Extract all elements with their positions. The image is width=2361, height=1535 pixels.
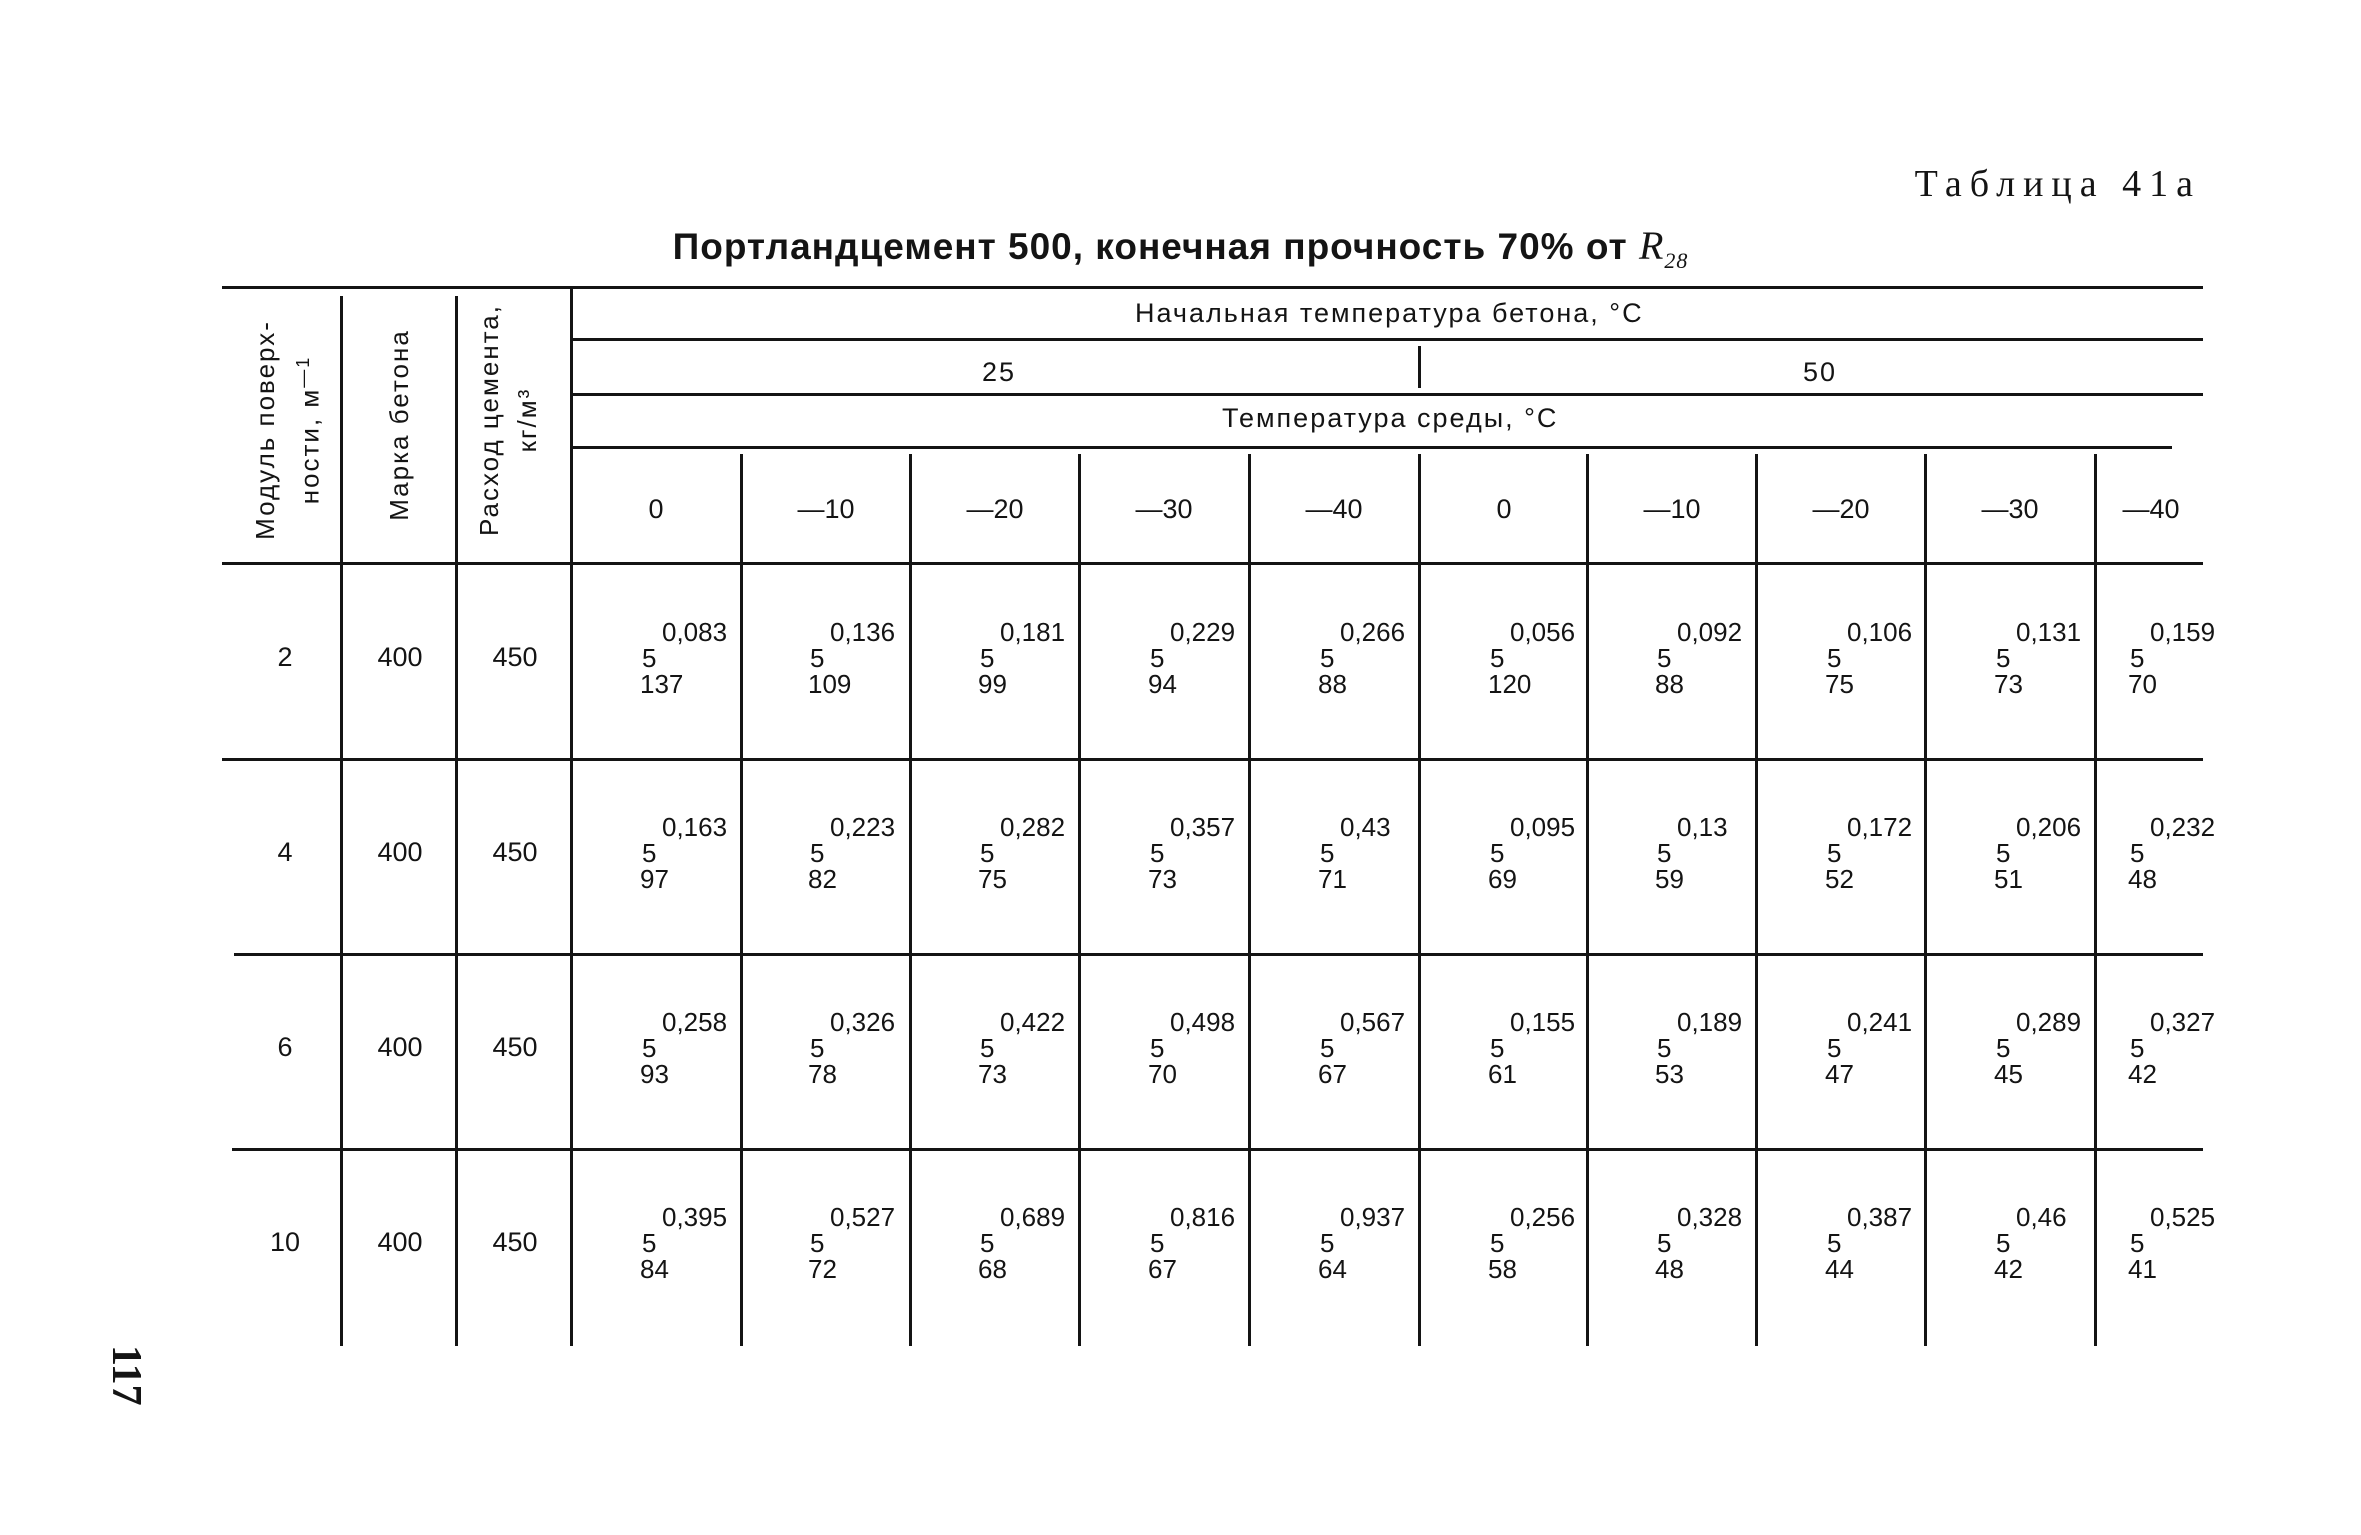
cell-value: 0,46 (2016, 1202, 2067, 1232)
cell-grade: 400 (377, 837, 423, 867)
cell-value: 0,266 (1340, 617, 1406, 647)
cell-value: 0,131 (2016, 617, 2082, 647)
table-cell (1655, 619, 1742, 697)
rule-top (222, 286, 2203, 289)
vrule-c7 (1755, 454, 1758, 1346)
table-cell (808, 1204, 895, 1282)
col-header-ambient: —10 (1643, 494, 1701, 524)
table-cell (1148, 1009, 1235, 1087)
rule-row-2 (234, 953, 2203, 956)
table-cell (640, 814, 727, 892)
table-cell (1994, 1009, 2081, 1087)
cell-grade: 400 (377, 642, 423, 672)
header-initial-temp: Начальная температура бетона, °С (1135, 298, 1644, 328)
cell-factor: 5 (1150, 1033, 1165, 1063)
table-cell (1488, 1009, 1575, 1087)
cell-modulus: 10 (269, 1227, 301, 1257)
cell-duration: 68 (978, 1254, 1007, 1284)
cell-duration: 45 (1994, 1059, 2023, 1089)
cell-value: 0,327 (2150, 1007, 2216, 1037)
table-cell (2128, 814, 2215, 892)
table-cell (1825, 619, 1912, 697)
cell-duration: 73 (978, 1059, 1007, 1089)
cell-duration: 67 (1318, 1059, 1347, 1089)
vrule-3 (570, 288, 573, 1346)
cell-value: 0,816 (1170, 1202, 1236, 1232)
table-cell (1994, 619, 2081, 697)
rule-groups (572, 393, 2203, 396)
cell-factor: 5 (1490, 1033, 1505, 1063)
cell-duration: 42 (2128, 1059, 2157, 1089)
cell-factor: 5 (1150, 838, 1165, 868)
table-cell (640, 1009, 727, 1087)
cell-factor: 5 (1827, 643, 1842, 673)
table-cell (1994, 814, 2081, 892)
table-cell (1488, 619, 1575, 697)
cell-value: 0,258 (662, 1007, 728, 1037)
cell-duration: 44 (1825, 1254, 1854, 1284)
table-cell (1994, 1204, 2067, 1282)
cell-duration: 51 (1994, 864, 2023, 894)
cell-factor: 5 (1996, 838, 2011, 868)
cell-duration: 84 (640, 1254, 669, 1284)
table-cell (1655, 1204, 1742, 1282)
vrule-c3 (1078, 454, 1081, 1346)
cell-factor: 5 (1996, 643, 2011, 673)
cell-value: 0,387 (1847, 1202, 1913, 1232)
table-cell (1655, 814, 1728, 892)
vrule-c1 (740, 454, 743, 1346)
cell-value: 0,326 (830, 1007, 896, 1037)
cell-duration: 99 (978, 669, 1007, 699)
page-number: 117 (103, 1345, 149, 1406)
cell-factor: 5 (810, 838, 825, 868)
header-grade: Марка бетона (384, 329, 414, 521)
cell-factor: 5 (1996, 1033, 2011, 1063)
vrule-c9 (2094, 454, 2097, 1346)
table-cell (1825, 814, 1912, 892)
cell-value: 0,937 (1340, 1202, 1406, 1232)
cell-factor: 5 (642, 643, 657, 673)
cell-value: 0,189 (1677, 1007, 1743, 1037)
cell-factor: 5 (1150, 1228, 1165, 1258)
cell-duration: 75 (1825, 669, 1854, 699)
cell-grade: 400 (377, 1032, 423, 1062)
cell-duration: 72 (808, 1254, 837, 1284)
cell-value: 0,229 (1170, 617, 1236, 647)
table-cell (1318, 1204, 1405, 1282)
cell-factor: 5 (2130, 1228, 2145, 1258)
table-cell (1825, 1204, 1912, 1282)
cell-value: 0,357 (1170, 812, 1236, 842)
cell-value: 0,056 (1510, 617, 1576, 647)
cell-value: 0,083 (662, 617, 728, 647)
cell-duration: 48 (1655, 1254, 1684, 1284)
table-cell (640, 619, 727, 697)
rule-row-3 (232, 1148, 2203, 1151)
title-symbol: $R_{28}$ (1638, 223, 1689, 273)
cell-factor: 5 (1490, 643, 1505, 673)
table-cell (2128, 1204, 2215, 1282)
rule-ambient (572, 446, 2172, 449)
cell-factor: 5 (1657, 1033, 1672, 1063)
col-header-ambient: —30 (1981, 494, 2039, 524)
table-cell (808, 619, 895, 697)
vrule-c2 (909, 454, 912, 1346)
cell-factor: 5 (1150, 643, 1165, 673)
cell-grade: 400 (377, 1227, 423, 1257)
cell-factor: 5 (642, 1228, 657, 1258)
table-cell (640, 1204, 727, 1282)
table-cell (1318, 1009, 1405, 1087)
cell-factor: 5 (1320, 643, 1335, 673)
cell-value: 0,527 (830, 1202, 896, 1232)
cell-factor: 5 (810, 1033, 825, 1063)
cell-factor: 5 (1657, 1228, 1672, 1258)
cell-factor: 5 (980, 838, 995, 868)
cell-value: 0,422 (1000, 1007, 1066, 1037)
cell-factor: 5 (1827, 1228, 1842, 1258)
rule-initial-temp (572, 338, 2203, 341)
cell-factor: 5 (810, 1228, 825, 1258)
cell-duration: 71 (1318, 864, 1347, 894)
cell-factor: 5 (1827, 838, 1842, 868)
table-cell (978, 1204, 1065, 1282)
table-cell (1148, 619, 1235, 697)
col-header-ambient: —40 (1305, 494, 1363, 524)
vrule-1 (340, 296, 343, 1346)
cell-duration: 70 (2128, 669, 2157, 699)
table-cell (1148, 814, 1235, 892)
cell-value: 0,163 (662, 812, 728, 842)
cell-value: 0,106 (1847, 617, 1913, 647)
cell-duration: 61 (1488, 1059, 1517, 1089)
col-header-ambient: 0 (1496, 494, 1512, 524)
table-cell (978, 814, 1065, 892)
cell-duration: 120 (1488, 669, 1532, 699)
cell-duration: 78 (808, 1059, 837, 1089)
table-cell (1318, 619, 1405, 697)
cell-value: 0,136 (830, 617, 896, 647)
cell-factor: 5 (810, 643, 825, 673)
cell-value: 0,43 (1340, 812, 1391, 842)
table-cell (978, 619, 1065, 697)
vrule-2 (455, 296, 458, 1346)
rule-row-1 (222, 758, 2203, 761)
vrule-c5 (1418, 454, 1421, 1346)
cell-value: 0,525 (2150, 1202, 2216, 1232)
cell-factor: 5 (1657, 643, 1672, 673)
cell-duration: 53 (1655, 1059, 1684, 1089)
rule-header-bottom (222, 562, 2203, 565)
table-cell (808, 1009, 895, 1087)
col-header-ambient: —40 (2122, 494, 2180, 524)
cell-value: 0,282 (1000, 812, 1066, 842)
cell-factor: 5 (642, 838, 657, 868)
cell-factor: 5 (642, 1033, 657, 1063)
cell-factor: 5 (1996, 1228, 2011, 1258)
cell-duration: 97 (640, 864, 669, 894)
cell-factor: 5 (2130, 1033, 2145, 1063)
header-ambient-temp: Температура среды, °С (1222, 403, 1559, 433)
cell-value: 0,289 (2016, 1007, 2082, 1037)
cell-value: 0,241 (1847, 1007, 1913, 1037)
cell-duration: 75 (978, 864, 1007, 894)
table-label: Таблица 41а (1914, 163, 2201, 205)
cell-factor: 5 (1320, 838, 1335, 868)
table-cell (1488, 1204, 1575, 1282)
col-header-ambient: —20 (966, 494, 1024, 524)
table-cell (2128, 619, 2215, 697)
cell-duration: 48 (2128, 864, 2157, 894)
cell-modulus: 2 (277, 642, 293, 672)
cell-duration: 67 (1148, 1254, 1177, 1284)
cell-duration: 109 (808, 669, 852, 699)
cell-cement: 450 (492, 1032, 538, 1062)
cell-duration: 88 (1655, 669, 1684, 699)
cell-duration: 94 (1148, 669, 1177, 699)
cell-factor: 5 (1827, 1033, 1842, 1063)
cell-value: 0,13 (1677, 812, 1728, 842)
cell-duration: 88 (1318, 669, 1347, 699)
cell-value: 0,689 (1000, 1202, 1066, 1232)
vrule-group (1418, 346, 1421, 388)
cell-factor: 5 (980, 1228, 995, 1258)
cell-duration: 137 (640, 669, 684, 699)
cell-value: 0,159 (2150, 617, 2216, 647)
table-cell (978, 1009, 1065, 1087)
vrule-c8 (1924, 454, 1927, 1346)
col-header-ambient: —30 (1135, 494, 1193, 524)
cell-cement: 450 (492, 1227, 538, 1257)
cell-factor: 5 (980, 1033, 995, 1063)
col-header-ambient: —10 (797, 494, 855, 524)
header-cement: Расход цемента, кг/м³ (474, 304, 542, 536)
col-header-ambient: 0 (648, 494, 664, 524)
cell-cement: 450 (492, 837, 538, 867)
cell-duration: 82 (808, 864, 837, 894)
cell-duration: 73 (1994, 669, 2023, 699)
cell-value: 0,232 (2150, 812, 2216, 842)
cell-value: 0,206 (2016, 812, 2082, 842)
title-text: Портландцемент 500, конечная прочность 70% от (672, 226, 1628, 267)
col-header-ambient: —20 (1812, 494, 1870, 524)
cell-modulus: 6 (277, 1032, 293, 1062)
table-cell (1825, 1009, 1912, 1087)
cell-duration: 70 (1148, 1059, 1177, 1089)
header-group-50: 50 (1803, 357, 1838, 387)
table-cell (1148, 1204, 1235, 1282)
cell-value: 0,223 (830, 812, 896, 842)
table-cell (2128, 1009, 2215, 1087)
cell-duration: 59 (1655, 864, 1684, 894)
table-cell (1655, 1009, 1742, 1087)
cell-value: 0,172 (1847, 812, 1913, 842)
cell-duration: 41 (2128, 1254, 2157, 1284)
cell-factor: 5 (2130, 838, 2145, 868)
cell-modulus: 4 (277, 837, 293, 867)
cell-duration: 42 (1994, 1254, 2023, 1284)
cell-duration: 52 (1825, 864, 1854, 894)
cell-factor: 5 (1490, 1228, 1505, 1258)
vrule-c4 (1248, 454, 1251, 1346)
cell-value: 0,181 (1000, 617, 1066, 647)
cell-duration: 58 (1488, 1254, 1517, 1284)
cell-value: 0,092 (1677, 617, 1743, 647)
table-cell (808, 814, 895, 892)
cell-factor: 5 (1490, 838, 1505, 868)
cell-factor: 5 (980, 643, 995, 673)
cell-duration: 69 (1488, 864, 1517, 894)
cell-duration: 93 (640, 1059, 669, 1089)
header-group-25: 25 (982, 357, 1017, 387)
table-cell (1318, 814, 1391, 892)
cell-factor: 5 (2130, 643, 2145, 673)
cell-value: 0,155 (1510, 1007, 1576, 1037)
cell-value: 0,498 (1170, 1007, 1236, 1037)
cell-duration: 64 (1318, 1254, 1347, 1284)
cell-value: 0,567 (1340, 1007, 1406, 1037)
cell-value: 0,328 (1677, 1202, 1743, 1232)
cell-duration: 73 (1148, 864, 1177, 894)
vrule-c6 (1586, 454, 1589, 1346)
cell-value: 0,395 (662, 1202, 728, 1232)
cell-value: 0,256 (1510, 1202, 1576, 1232)
cell-factor: 5 (1320, 1033, 1335, 1063)
cell-value: 0,095 (1510, 812, 1576, 842)
cell-factor: 5 (1320, 1228, 1335, 1258)
cell-factor: 5 (1657, 838, 1672, 868)
cell-cement: 450 (492, 642, 538, 672)
cell-duration: 47 (1825, 1059, 1854, 1089)
table-cell (1488, 814, 1575, 892)
header-modulus: Модуль поверх- ности, $м^{—1}$ (250, 320, 325, 540)
